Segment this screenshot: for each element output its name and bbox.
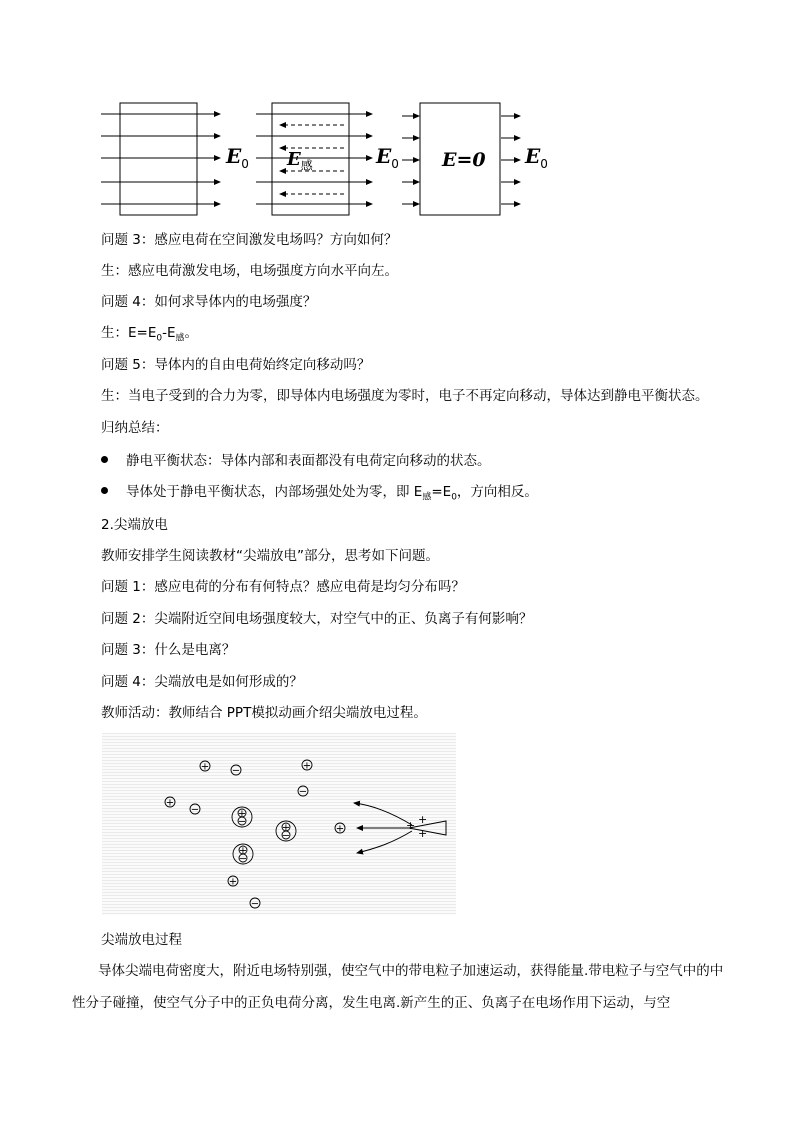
- label-e0-2: $E_0$: [376, 144, 399, 171]
- negative-ion-icon: [282, 831, 290, 842]
- svg-text:+: +: [418, 813, 428, 826]
- figure-caption: 尖端放电过程: [101, 932, 182, 948]
- svg-text:+: +: [237, 808, 247, 820]
- positive-ion-icon: [228, 876, 238, 888]
- negative-ion-icon: [298, 786, 308, 798]
- positive-ion-icon: [302, 760, 312, 772]
- body-paragraph: 导体尖端电荷密度大，附近电场特别强，使空气中的带电粒子加速运动，获得能量.带电粒子与空气中的中性分子碰撞，使空气分子中的正负电荷分离，发生电离.新产生的正、负离子在电场作用下运动，与空: [72, 963, 724, 1011]
- panel-external-field: [101, 103, 220, 215]
- svg-text:−: −: [238, 853, 248, 865]
- answer-3: 生：感应电荷激发电场，电场强度方向水平向左。: [101, 263, 398, 279]
- negative-ion-icon: [239, 854, 247, 865]
- svg-text:−: −: [237, 816, 247, 828]
- svg-text:−: −: [231, 765, 241, 777]
- svg-text:−: −: [250, 898, 260, 910]
- electric-field-figure: [96, 96, 556, 222]
- question-5: 问题 5：导体内的自由电荷始终定向移动吗？: [101, 357, 371, 373]
- label-e0-3: $E_0$: [525, 144, 548, 171]
- positive-ion-icon: [335, 823, 345, 835]
- question-2: 问题 2：尖端附近空间电场强度较大，对空气中的正、负离子有何影响？: [101, 611, 533, 627]
- negative-ion-icon: [190, 804, 200, 816]
- bullet-dot-icon: [101, 487, 108, 494]
- positive-ion-icon: [200, 761, 210, 773]
- question-4: 问题 4：如何求导体内的电场强度？: [101, 294, 317, 310]
- question-4b: 问题 4：尖端放电是如何形成的？: [101, 674, 303, 690]
- point-discharge-figure: [102, 733, 456, 915]
- svg-text:+: +: [406, 819, 416, 832]
- summary-heading: 归纳总结：: [101, 420, 169, 436]
- svg-text:+: +: [418, 827, 428, 840]
- positive-ion-icon: [165, 797, 175, 809]
- negative-ion-icon: [231, 765, 241, 777]
- svg-text:−: −: [190, 804, 200, 816]
- svg-text:+: +: [200, 761, 210, 773]
- bullet-item: 导体处于静电平衡状态，内部场强处处为零，即 $E_感=E_0$，方向相反。: [101, 483, 538, 507]
- answer-4-formula: 生：$E=E_0-E_感$。: [101, 325, 199, 344]
- label-e0-1: $E_0$: [226, 144, 249, 171]
- svg-text:+: +: [302, 760, 312, 772]
- svg-text:+: +: [281, 822, 291, 834]
- negative-ion-icon: [238, 817, 246, 828]
- svg-text:+: +: [165, 797, 175, 809]
- svg-text:−: −: [281, 830, 291, 842]
- question-3: 问题 3：感应电荷在空间激发电场吗？方向如何？: [101, 232, 398, 248]
- bullet-item: 静电平衡状态：导体内部和表面都没有电荷定向移动的状态。: [101, 452, 491, 470]
- panel-induced-field: [256, 103, 372, 215]
- section-heading: 2.尖端放电: [101, 517, 168, 533]
- negative-ion-icon: [250, 898, 260, 910]
- answer-5: 生：当电子受到的合力为零，即导体内电场强度为零时，电子不再定向移动，导体达到静电平衡状态。: [101, 388, 709, 404]
- teacher-activity: 教师活动：教师结合 PPT模拟动画介绍尖端放电过程。: [101, 705, 427, 721]
- bullet-dot-icon: [101, 456, 108, 463]
- question-3b: 问题 3：什么是电离？: [101, 642, 236, 658]
- question-1: 问题 1：感应电荷的分布有何特点？感应电荷是均匀分布吗？: [101, 579, 465, 595]
- label-e-zero: E=0: [442, 149, 486, 171]
- label-e-induced: $E_感$: [287, 149, 313, 173]
- svg-text:+: +: [335, 823, 345, 835]
- svg-text:−: −: [298, 786, 308, 798]
- svg-text:+: +: [238, 845, 248, 857]
- svg-text:+: +: [228, 876, 238, 888]
- section-intro: 教师安排学生阅读教材“尖端放电”部分，思考如下问题。: [101, 548, 439, 564]
